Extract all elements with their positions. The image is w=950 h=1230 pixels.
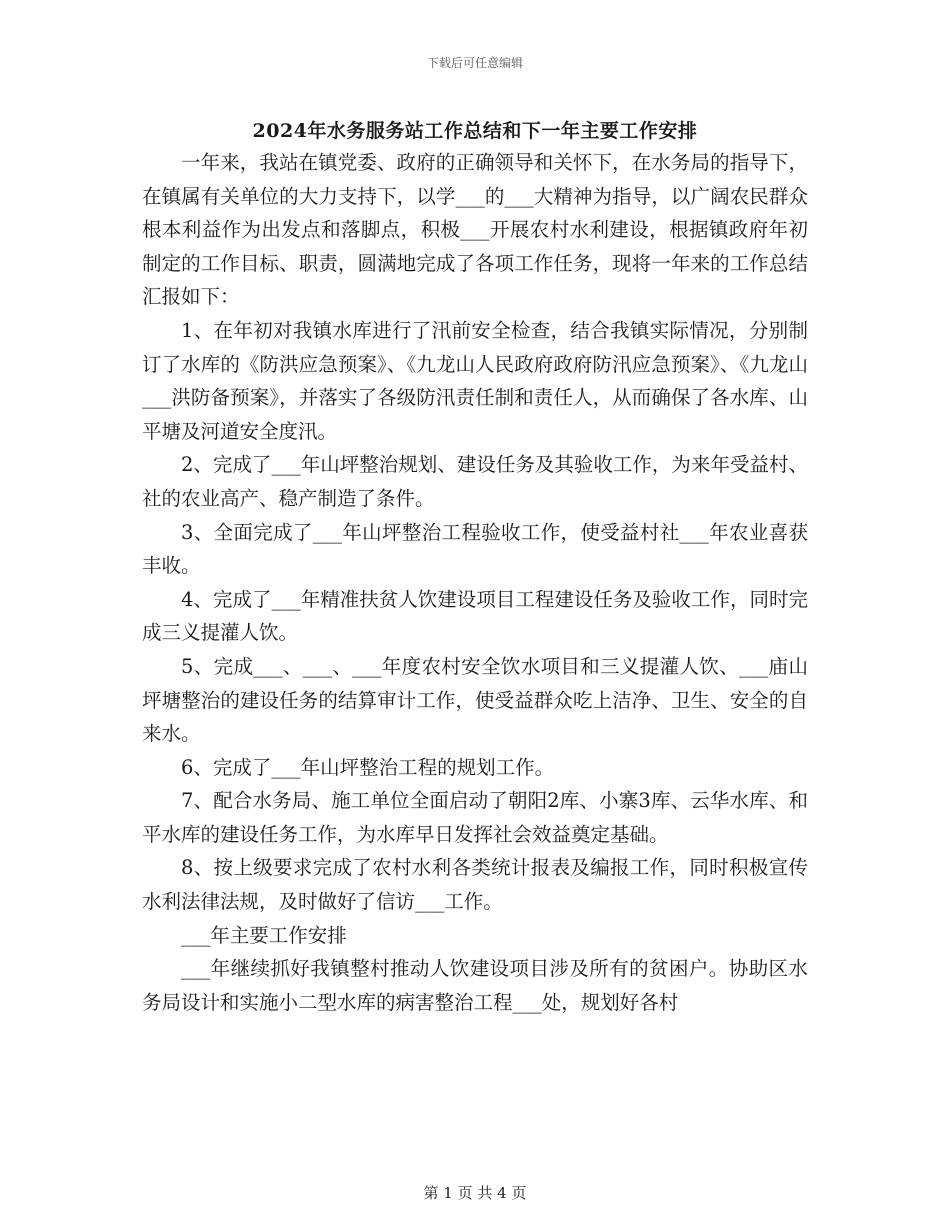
section-heading-plan: ___年主要工作安排 xyxy=(181,923,347,947)
paragraph-item-2: 2、完成了___年山坪整治规划、建设任务及其验收工作，为来年受益村、社的农业高产、稳产制造了条件。 xyxy=(142,453,808,510)
paragraph-item-4: 4、完成了___年精准扶贫人饮建设项目工程建设任务及验收工作，同时完成三义提灌人饮。 xyxy=(142,587,808,645)
paragraph-item-7: 7、配合水务局、施工单位全面启动了朝阳2库、小寨3库、云华水库、和平水库的建设任务工作，为水库早日发挥社会效益奠定基础。 xyxy=(142,789,808,846)
paragraph-item-8: 8、按上级要求完成了农村水利各类统计报表及编报工作，同时积极宣传水利法律法规，及时做好了信访___工作。 xyxy=(142,856,808,914)
paragraph-item-5: 5、完成___、___、___年度农村安全饮水项目和三义提灌人饮、___庙山坪塘整治的建设任务的结算审计工作，使受益群众吃上洁净、卫生、安全的自来水。 xyxy=(142,654,808,746)
paragraph-item-6: 6、完成了___年山坪整治工程的规划工作。 xyxy=(181,755,555,779)
page-header-note: 下载后可任意编辑 xyxy=(426,56,523,70)
paragraph-item-1: 1、在年初对我镇水库进行了汛前安全检查，结合我镇实际情况，分别制订了水库的《防洪应急预案》、《九龙山人民政府政府防汛应急预案》、《九龙山___洪防备预案》，并落实了各级防汛责任制和责任人，从而确保了各水库、山平塘及河道安全度汛。 xyxy=(142,318,808,443)
page-number-footer: 第 1 页 共 4 页 xyxy=(423,1184,527,1202)
paragraph-intro: 一年来，我站在镇党委、政府的正确领导和关怀下，在水务局的指导下，在镇属有关单位的大力支持下，以学___的___大精神为指导，以广阔农民群众根本利益作为出发点和落脚点，积极___开展农村水利建设，根据镇政府年初制定的工作目标、职责，圆满地完成了各项工作任务，现将一年来的工作总结汇报如下： xyxy=(142,151,808,309)
paragraph-item-3: 3、全面完成了___年山坪整治工程验收工作，使受益村社___年农业喜获丰收。 xyxy=(142,520,808,578)
document-body xyxy=(142,146,808,1019)
document-title: 2024年水务服务站工作总结和下一年主要工作安排 xyxy=(252,120,698,142)
paragraph-plan: ___年继续抓好我镇整村推动人饮建设项目涉及所有的贫困户。协助区水务局设计和实施小二型水库的病害整治工程___处，规划好各村 xyxy=(142,957,808,1014)
